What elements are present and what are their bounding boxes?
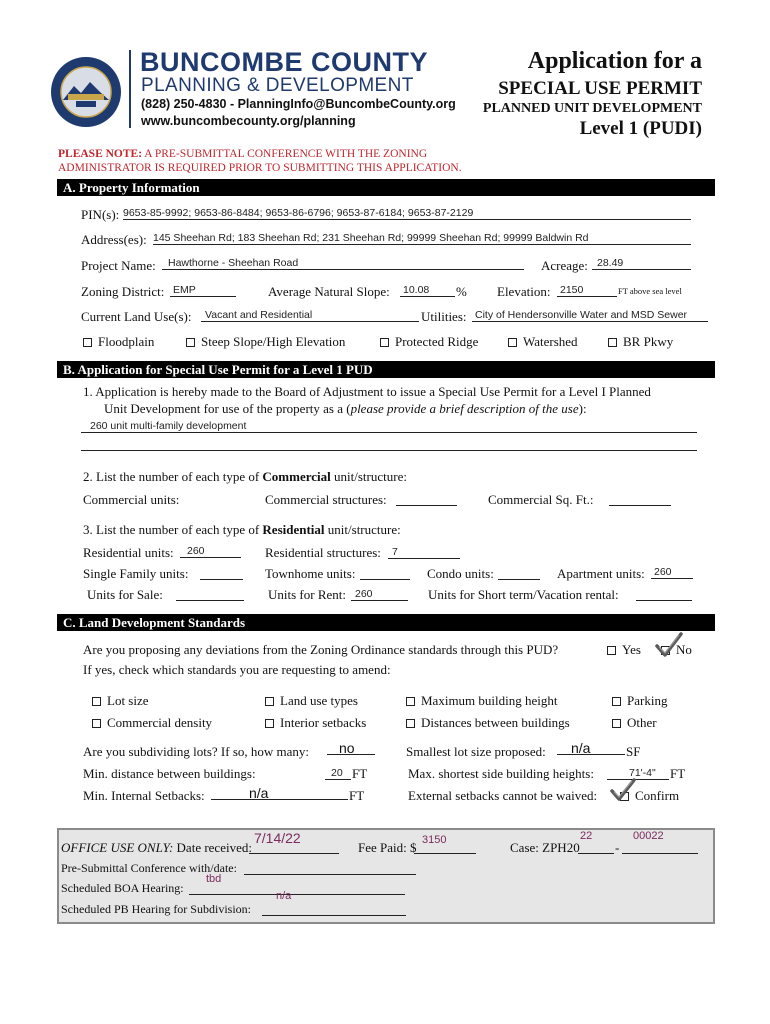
website-link[interactable]: www.buncombecounty.org/planning <box>141 114 356 128</box>
units-for-rent-field[interactable]: 260 <box>351 588 408 601</box>
use-description-line-2[interactable] <box>81 450 697 451</box>
org-name: BUNCOMBE COUNTY <box>140 47 428 77</box>
elevation-label: Elevation: <box>497 284 551 299</box>
case-number-value: 00022 <box>633 830 664 842</box>
land-use-types-checkbox[interactable] <box>265 697 274 706</box>
boa-hearing-label: Scheduled BOA Hearing: <box>61 881 184 895</box>
apartment-field[interactable]: 260 <box>651 566 693 579</box>
pb-hearing-field[interactable] <box>262 903 406 916</box>
office-use-row-1 <box>61 840 252 856</box>
confirm-check-icon <box>609 777 637 803</box>
units-for-sale-label: Units for Sale: <box>87 587 163 602</box>
q3-text <box>83 522 401 538</box>
max-building-height-row[interactable] <box>406 693 558 709</box>
max-height-unit: FT <box>670 766 686 781</box>
subdividing-field[interactable]: no <box>327 742 375 755</box>
min-setbacks-label: Min. Internal Setbacks: <box>83 788 205 803</box>
lot-size-checkbox[interactable] <box>92 697 101 706</box>
townhome-label: Townhome units: <box>265 566 356 581</box>
br-pkwy-checkbox-row[interactable] <box>608 334 673 350</box>
subdividing-label: Are you subdividing lots? If so, how many: <box>83 744 310 759</box>
floodplain-checkbox[interactable] <box>83 338 92 347</box>
commercial-sqft-field[interactable] <box>609 493 671 506</box>
condo-field[interactable] <box>498 567 540 580</box>
commercial-units-label: Commercial units: <box>83 492 180 507</box>
elevation-field[interactable]: 2150 <box>557 284 617 297</box>
interior-setbacks-row[interactable] <box>265 715 366 731</box>
use-description-field[interactable]: 260 unit multi-family development <box>81 420 697 433</box>
interior-setbacks-checkbox[interactable] <box>265 719 274 728</box>
steep-slope-label: Steep Slope/High Elevation <box>201 334 346 349</box>
min-distance-unit: FT <box>352 766 368 781</box>
date-received-value: 7/14/22 <box>254 830 301 846</box>
presubmittal-field[interactable] <box>244 862 416 875</box>
zoning-label: Zoning District: <box>81 284 165 299</box>
deviation-yes-label: Yes <box>622 642 641 657</box>
units-for-rent-label: Units for Rent: <box>268 587 346 602</box>
notice-label: PLEASE NOTE: <box>58 148 143 160</box>
distances-between-buildings-label: Distances between buildings <box>421 715 570 730</box>
q1-line-2 <box>104 401 587 417</box>
parking-row[interactable] <box>612 693 667 709</box>
section-c-header: C. Land Development Standards <box>57 614 715 631</box>
amend-question: If yes, check which standards you are requesting to amend: <box>83 662 391 677</box>
deviation-no-check-icon <box>654 631 684 659</box>
br-pkwy-checkbox[interactable] <box>608 338 617 347</box>
q3-suffix: unit/structure: <box>324 522 401 537</box>
q1-line-1: 1. Application is hereby made to the Board of Adjustment to issue a Special Use Permit for a Level I Planned <box>83 384 651 399</box>
slope-field[interactable]: 10.08 <box>400 284 455 297</box>
q1-line-2c: ): <box>578 401 587 416</box>
single-family-label: Single Family units: <box>83 566 189 581</box>
commercial-density-label: Commercial density <box>107 715 213 730</box>
residential-structures-field[interactable]: 7 <box>388 546 460 559</box>
q1-line-2a: Unit Development for use of the property as a ( <box>104 401 351 416</box>
notice-line-2: ADMINISTRATOR IS REQUIRED PRIOR TO SUBMITTING THIS APPLICATION. <box>58 162 462 174</box>
utilities-label: Utilities: <box>421 309 467 324</box>
min-setbacks-unit: FT <box>349 788 365 803</box>
commercial-density-row[interactable] <box>92 715 212 731</box>
land-use-label: Current Land Use(s): <box>81 309 192 324</box>
watershed-checkbox[interactable] <box>508 338 517 347</box>
header-divider <box>129 50 131 128</box>
parking-checkbox[interactable] <box>612 697 621 706</box>
acreage-label: Acreage: <box>541 258 588 273</box>
boa-hearing-value: tbd <box>206 873 222 885</box>
case-label: Case: ZPH20 <box>510 840 580 855</box>
confirm-label: Confirm <box>635 788 680 803</box>
case-year-value: 22 <box>580 830 593 842</box>
commercial-structures-label: Commercial structures: <box>265 492 387 507</box>
slope-label: Average Natural Slope: <box>268 284 390 299</box>
county-seal-logo <box>50 56 122 128</box>
slope-unit: % <box>456 284 467 299</box>
presubmittal-label: Pre-Submittal Conference with/date: <box>61 861 237 875</box>
elevation-unit: FT above sea level <box>618 286 682 296</box>
max-height-field[interactable]: 71'-4" <box>607 767 669 780</box>
max-building-height-checkbox[interactable] <box>406 697 415 706</box>
deviation-yes-checkbox[interactable] <box>607 646 616 655</box>
q3-prefix: 3. List the number of each type of <box>83 522 263 537</box>
case-year-field[interactable] <box>578 841 614 854</box>
land-use-types-label: Land use types <box>280 693 358 708</box>
address-label: Address(es): <box>81 232 147 247</box>
pb-hearing-label: Scheduled PB Hearing for Subdivision: <box>61 902 251 916</box>
pb-hearing-value: n/a <box>276 890 292 902</box>
protected-ridge-checkbox-row[interactable] <box>380 334 478 350</box>
distances-between-buildings-checkbox[interactable] <box>406 719 415 728</box>
address-field[interactable]: 145 Sheehan Rd; 183 Sheehan Rd; 231 Sheehan Rd; 99999 Sheehan Rd; 99999 Baldwin Rd <box>153 232 691 245</box>
short-term-field[interactable] <box>636 588 692 601</box>
watershed-label: Watershed <box>523 334 578 349</box>
short-term-label: Units for Short term/Vacation rental: <box>428 587 619 602</box>
utilities-field[interactable]: City of Hendersonville Water and MSD Sewer <box>472 309 708 322</box>
office-use-label: OFFICE USE ONLY: <box>61 840 174 855</box>
case-number-field[interactable] <box>622 841 698 854</box>
condo-label: Condo units: <box>427 566 494 581</box>
single-family-field[interactable] <box>200 567 243 580</box>
min-distance-field[interactable]: 20 <box>325 767 351 780</box>
case-dash: - <box>615 840 620 855</box>
parking-label: Parking <box>627 693 668 708</box>
pin-field[interactable]: 9653-85-9992; 9653-86-8484; 9653-86-6796; 9653-87-6184; 9653-87-2129 <box>123 207 691 220</box>
units-for-sale-field[interactable] <box>176 588 244 601</box>
residential-units-label: Residential units: <box>83 545 174 560</box>
q3-bold: Residential <box>262 522 325 537</box>
section-b-header: B. Application for Special Use Permit for a Level 1 PUD <box>57 361 715 378</box>
lot-size-label: Lot size <box>107 693 149 708</box>
title-line-2: SPECIAL USE PERMIT <box>498 78 702 99</box>
q2-text <box>83 469 407 485</box>
other-label: Other <box>627 715 657 730</box>
apartment-label: Apartment units: <box>557 566 645 581</box>
title-line-4: Level 1 (PUDI) <box>579 118 702 139</box>
notice-line-1 <box>58 148 427 160</box>
contact-line: (828) 250-4830 - PlanningInfo@BuncombeCounty.org <box>141 97 456 111</box>
title-line-3: PLANNED UNIT DEVELOPMENT <box>482 101 702 116</box>
max-height-label: Max. shortest side building heights: <box>408 766 594 781</box>
min-setbacks-field[interactable]: n/a <box>211 787 348 800</box>
land-use-types-row[interactable] <box>265 693 358 709</box>
q2-bold: Commercial <box>262 469 331 484</box>
lot-size-row[interactable] <box>92 693 149 709</box>
commercial-structures-field[interactable] <box>396 493 457 506</box>
dept-name: PLANNING & DEVELOPMENT <box>141 75 414 96</box>
pin-label: PIN(s): <box>81 207 120 222</box>
smallest-lot-field[interactable]: n/a <box>557 742 625 755</box>
commercial-sqft-label: Commercial Sq. Ft.: <box>488 492 594 507</box>
other-row[interactable] <box>612 715 657 731</box>
q2-prefix: 2. List the number of each type of <box>83 469 263 484</box>
zoning-field[interactable]: EMP <box>170 284 236 297</box>
title-line-1: Application for a <box>527 48 702 74</box>
steep-slope-checkbox-row[interactable] <box>186 334 345 350</box>
protected-ridge-checkbox[interactable] <box>380 338 389 347</box>
steep-slope-checkbox[interactable] <box>186 338 195 347</box>
acreage-field[interactable]: 28.49 <box>592 257 691 270</box>
external-setbacks-label: External setbacks cannot be waived: <box>408 788 598 803</box>
distances-between-buildings-row[interactable] <box>406 715 570 731</box>
fee-paid-label: Fee Paid: $ <box>358 840 417 855</box>
max-building-height-label: Maximum building height <box>421 693 558 708</box>
fee-paid-value: 3150 <box>422 834 447 846</box>
floodplain-checkbox-row[interactable] <box>83 334 154 350</box>
residential-units-field[interactable]: 260 <box>180 545 241 558</box>
townhome-field[interactable] <box>360 567 410 580</box>
commercial-density-checkbox[interactable] <box>92 719 101 728</box>
protected-ridge-label: Protected Ridge <box>395 334 479 349</box>
land-use-field[interactable]: Vacant and Residential <box>201 309 419 322</box>
deviation-question: Are you proposing any deviations from the Zoning Ordinance standards through this PUD? <box>83 642 559 657</box>
watershed-checkbox-row[interactable] <box>508 334 578 350</box>
boa-hearing-field[interactable] <box>189 882 405 895</box>
min-distance-label: Min. distance between buildings: <box>83 766 256 781</box>
q2-suffix: unit/structure: <box>330 469 407 484</box>
deviation-no-label: No <box>676 642 692 657</box>
residential-structures-label: Residential structures: <box>265 545 381 560</box>
notice-text-1: A PRE-SUBMITTAL CONFERENCE WITH THE ZONING <box>142 148 428 160</box>
project-name-field[interactable]: Hawthorne - Sheehan Road <box>162 257 524 270</box>
smallest-lot-unit: SF <box>626 744 641 759</box>
date-received-label: Date received: <box>176 840 252 855</box>
smallest-lot-label: Smallest lot size proposed: <box>406 744 546 759</box>
br-pkwy-label: BR Pkwy <box>623 334 674 349</box>
project-name-label: Project Name: <box>81 258 156 273</box>
deviation-yes-row[interactable] <box>607 642 641 658</box>
q1-line-2b: please provide a brief description of the use <box>350 401 579 416</box>
section-a-header: A. Property Information <box>57 179 715 196</box>
floodplain-label: Floodplain <box>98 334 155 349</box>
other-checkbox[interactable] <box>612 719 621 728</box>
interior-setbacks-label: Interior setbacks <box>280 715 367 730</box>
